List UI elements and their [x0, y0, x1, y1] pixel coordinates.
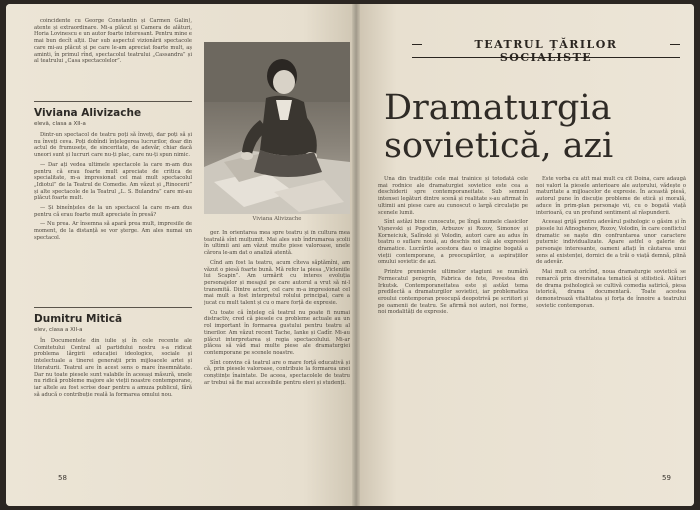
left-column-middle: [204, 230, 350, 442]
section-header-title: TEATRUL ȚĂRILOR SOCIALISTE: [474, 38, 618, 64]
right-column-2: [536, 176, 686, 468]
paragraph: Este vorba cu atît mai mult cu cît Doina, care adaugă noi valori la piesele anterioare ale autorului, vădește o maturitate a mijloacelor de expresie. În această piesă, autorul pune în discuție probleme de etică și morală, aduce în prim-plan personaje vii, cu o bogată viață interioară, cu un profund sentiment al răspunderii.: [536, 176, 686, 216]
magazine-spread: [6, 4, 694, 506]
paragraph: Sînt convins că teatrul are o mare forță educativă și că, prin piesele valoroase, contribuie la formarea unei conștiințe înaintate. De aceea, spectacolele de teatru ar trebui să fie mai accesibile pentru elevi și studenți.: [204, 359, 350, 386]
section-body: [34, 338, 192, 398]
book-gutter: [352, 4, 360, 506]
left-intro-text: [34, 18, 192, 92]
section-dumitru: [34, 302, 192, 424]
paragraph: În Documentele din iulie și în cele recente ale Comitetului Central al partidului nostru s-a ridicat problema lărgirii educației ideologice, sociale și intelectuale a tinerei generații prin mijloacele artei și literaturii. Teatrul are în acest sens o mare însemnătate. Dar nu toate piesele sunt valabile în aceeași măsură, unele nu ridică probleme majore ale vieții noastre contemporane, iar altele au fost scrise doar pentru a amuza publicul, fără să aducă o contribuție reală la formarea omului nou.: [34, 338, 192, 398]
section-body: [34, 132, 192, 242]
paragraph: Dintr-un spectacol de teatru poți să înveți, dar poți să și nu înveți ceva. Poți dobîndi înțelegerea lucrurilor, doar din actul de frumusețe, de sinceritate, de adevăr, chiar dacă uneori sunt și lucruri care nu-ți plac, care nu-ți spun nimic.: [34, 132, 192, 159]
section-rule: [34, 307, 192, 308]
paragraph: — Și bineînțeles de la un spectacol la care m-am dus pentru că erau foarte mult apreciate în presă?: [34, 205, 192, 218]
paragraph: Cu toate că înțeleg că teatrul nu poate fi numai distractiv, cred că piesele cu probleme actuale au un rol important în formarea gustului pentru teatru al tinerilor. Am văzut recent Tache, Ianke și Cadîr. Mi-au plăcut interpretarea și regia spectacolului. Mi-ar plăcea să văd mai multe piese ale dramaturgiei contemporane pe scenele noastre.: [204, 309, 350, 356]
left-page: [6, 4, 356, 506]
section-name: Viviana Alivizache: [34, 107, 142, 119]
paragraph: Aceeași grijă pentru adevărul psihologic o găsim și în piesele lui Afinoghenov, Rozov, Volodin, în care conflictul dramatic se naște din confruntarea unor caractere puternic individualizate. Apare astfel o galerie de personaje interesante, oameni aflați în căutarea unui sens al existenței, dornici de a trăi o viață demnă, plină de adevăr.: [536, 219, 686, 266]
header-dash-left: [412, 44, 422, 45]
right-page: [356, 4, 694, 506]
section-meta: elev, clasa a XII-a: [34, 327, 83, 333]
section-header: [412, 36, 680, 64]
paragraph: Mai mult ca oricînd, noua dramaturgie sovietică se remarcă prin diversitatea tematică și stilistică. Alături de drama psihologică se cultivă comedia satirică, piesa istorică, drama documentară. Toate acestea demonstrează vitalitatea și forța de înnoire a teatrului sovietic contemporan.: [536, 269, 686, 309]
photo-caption: Viviana Alivizache: [252, 216, 302, 222]
header-rule: [412, 57, 680, 58]
paragraph: ger. În orientarea mea spre teatru și în cultura mea teatrală sînt mulțumit. Mai ales sub îndrumarea școlii în ultimii ani am văzut multe piese valoroase, unele cărora le-am dat o analiză atentă.: [204, 230, 350, 257]
header-dash-right: [670, 44, 680, 45]
section-meta: elevă, clasa a XII-a: [34, 121, 86, 127]
section-name: Dumitru Mitică: [34, 313, 123, 325]
paragraph: Una din tradițiile cele mai trainice și totodată cele mai rodnice ale dramaturgiei sovietice este cea a deschiderii spre contemporaneitate. Sub semnul intensei legături dintre scenă și realitate s-au afirmat în ultimii ani piese care au cunoscut o largă circulație pe scenele lumii.: [378, 176, 528, 216]
portrait-photo: [204, 42, 350, 214]
section-rule: [34, 101, 192, 102]
page-number-left: 58: [58, 474, 67, 482]
left-intro-paragraph: coincidente cu George Constantin și Carmen Galin), atente și extraordinare. Mi-a plăcut și Camera de alături, Horia Lovinescu e un autor foarte interesant. Pentru mine e mai bun decît alții. Dar sub aspectul vizionării spectacole care mi-au plăcut și pe care le-am apreciat foarte mult, aș aminti, în primul rînd, spectacolul teatrului „Cassandra” și al teatrului „Casa spectacolelor”.: [34, 18, 192, 65]
paragraph: — Nu prea. Ar însemna să apară prea mult, impresiile de moment, de la distanță se vor şterge. Am ales numai un spectacol.: [34, 221, 192, 241]
photo-viviana-alivizache: [204, 42, 350, 214]
article-title: Dramaturgia sovietică, azi: [384, 88, 614, 166]
page-number-right: 59: [662, 474, 671, 482]
paragraph: Sînt astăzi bine cunoscute, pe lîngă numele clasicilor Vișnevski și Pogodin, Arbuzov și Rozov, Simonov și Korneiciuk, Salînski și Volodin, autori care au adus în teatru o suflare nouă, au deschis noi căi ale expresiei dramatice. Lucrările acestora dau o imagine bogată a vieții contemporane, a preocupărilor, a aspirațiilor omului sovietic de azi.: [378, 219, 528, 266]
right-column-1: [378, 176, 528, 468]
paragraph: — Dar ați vedea ultimele spectacole la care m-am dus pentru că erau foarte mult apreciate de critica de specialitate, m-a impresionat cel mai mult spectacolul „Idiotul” de la Teatrul de Comedie. Am văzut și „Rinocerii” și alte spectacole de la Teatrul „L. S. Bulandra” care mi-au plăcut foarte mult.: [34, 161, 192, 202]
paragraph: Cînd am fost la teatru, acum cîteva săptămîni, am văzut o piesă foarte bună. Mă refer la piesa „Vicleniile lui Scapin”. Am urmărit cu interes evoluția personajelor și mesajul pe care autorul a vrut să ni-l transmită. Dintre actori, cel care m-a impresionat cel mai mult a fost interpretul rolului principal, care a jucat cu mult talent și cu o mare forță de expresie.: [204, 259, 350, 307]
paragraph: Printre premierele ultimelor stagiuni se numără Fermecatul peregrin, Fabrica de fete, Povestea din Irkutsk. Contemporaneitatea este și astăzi tema predilectă a dramaturgilor sovietici, iar problematica eroului contemporan preocupă deopotrivă pe scriitori și pe oamenii de teatru. Se afirmă noi autori, noi forme, noi modalități de expresie.: [378, 269, 528, 316]
